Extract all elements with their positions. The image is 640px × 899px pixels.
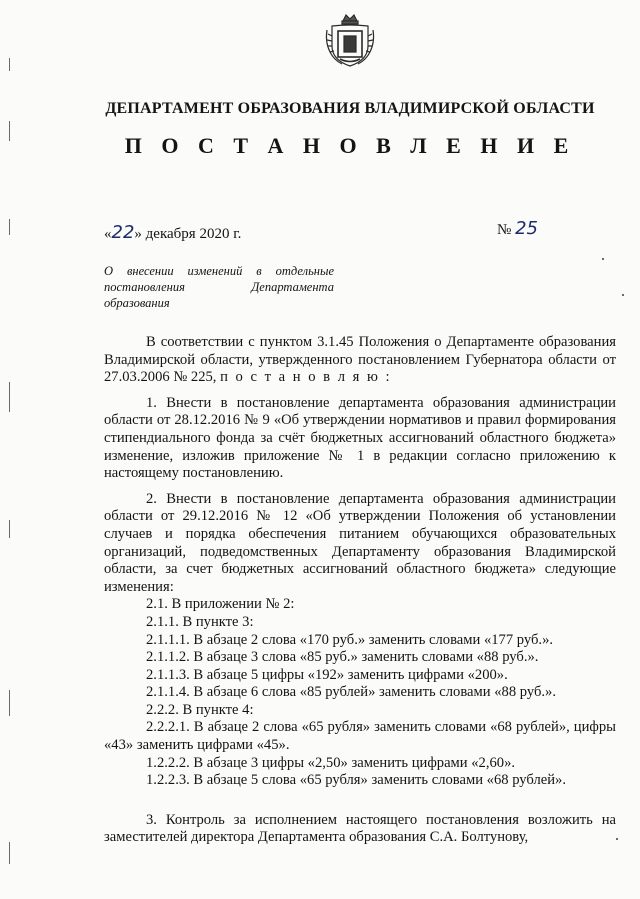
list-item: 2.1.1.4. В абзаце 6 слова «85 рублей» заменить словами «88 руб.».	[146, 684, 556, 701]
coat-of-arms-icon	[324, 12, 376, 70]
number-value-handwritten: 25	[515, 218, 538, 239]
scan-mark	[9, 382, 10, 412]
list-item: 1.2.2.3. В абзаце 5 слова «65 рубля» заменить словами «68 рублей».	[146, 772, 566, 789]
paragraph-3: 3. Контроль за исполнением настоящего постановления возложить на заместителей директора Департамента образования С.А. Болтунову,	[104, 811, 616, 846]
scan-mark	[9, 520, 10, 538]
document-title: П О С Т А Н О В Л Е Н И Е	[124, 133, 576, 158]
scan-mark	[616, 838, 618, 840]
date-month-year: » декабря 2020 г.	[134, 226, 242, 242]
document-date	[104, 222, 241, 243]
list-item: 2.1. В приложении № 2:	[146, 596, 295, 613]
intro-paragraph: В соответствии с пунктом 3.1.45 Положения о Департаменте образования Владимирской области, утвержденного постановлением Губернатора области от 27.03.2006 № 225, п о с т а н о в л я ю :	[104, 334, 616, 386]
list-item: 2.2.2.1. В абзаце 2 слова «65 рубля» заменить словами «68 рублей», цифры «43» заменить цифрами «45».	[104, 719, 616, 754]
scan-mark	[9, 219, 10, 235]
document-body	[104, 334, 616, 847]
scan-mark	[602, 258, 604, 260]
date-open-quote: «	[104, 226, 112, 242]
list-item: 2.1.1. В пункте 3:	[146, 613, 254, 630]
paragraph-1: 1. Внести в постановление департамента образования администрации области от 28.12.2016 № 9 «Об утверждении нормативов и правил формирования стипендиального фонда за счёт бюджетных ассигнований областного бюджета» изменение, изложив приложение № 1 в редакции согласно приложению к настоящему постановлению.	[104, 394, 616, 482]
department-name: ДЕПАРТАМЕНТ ОБРАЗОВАНИЯ ВЛАДИМИРСКОЙ ОБЛАСТИ	[105, 100, 595, 117]
paragraph-2: 2. Внести в постановление департамента образования администрации области от 29.12.2016 № 12 «Об утверждении Положения об установлении случаев и порядка обеспечения питанием обучающихся образовательных организаций, подведомственных Департаменту образования Владимирской области, за счет бюджетных ассигнований областного бюджета» следующие изменения:	[104, 490, 616, 595]
scan-mark	[9, 690, 10, 716]
date-day-handwritten: 22	[111, 222, 135, 243]
scan-mark	[9, 58, 10, 71]
list-item: 1.2.2.2. В абзаце 3 цифры «2,50» заменить цифрами «2,60».	[146, 754, 516, 771]
document-number	[497, 218, 538, 239]
list-item: 2.1.1.3. В абзаце 5 цифры «192» заменить цифрами «200».	[146, 666, 508, 683]
number-label: №	[497, 222, 512, 238]
list-item: 2.2.2. В пункте 4:	[146, 701, 254, 718]
scan-mark	[9, 842, 10, 864]
scan-mark	[622, 294, 624, 296]
list-item: 2.1.1.1. В абзаце 2 слова «170 руб.» заменить словами «177 руб.».	[146, 631, 554, 648]
decree-word: п о с т а н о в л я ю :	[220, 369, 392, 386]
subject-line: О внесении изменений в отдельные постановления Департамента образования	[104, 264, 334, 310]
list-item: 2.1.1.2. В абзаце 3 слова «85 руб.» заменить словами «88 руб.».	[146, 649, 539, 666]
